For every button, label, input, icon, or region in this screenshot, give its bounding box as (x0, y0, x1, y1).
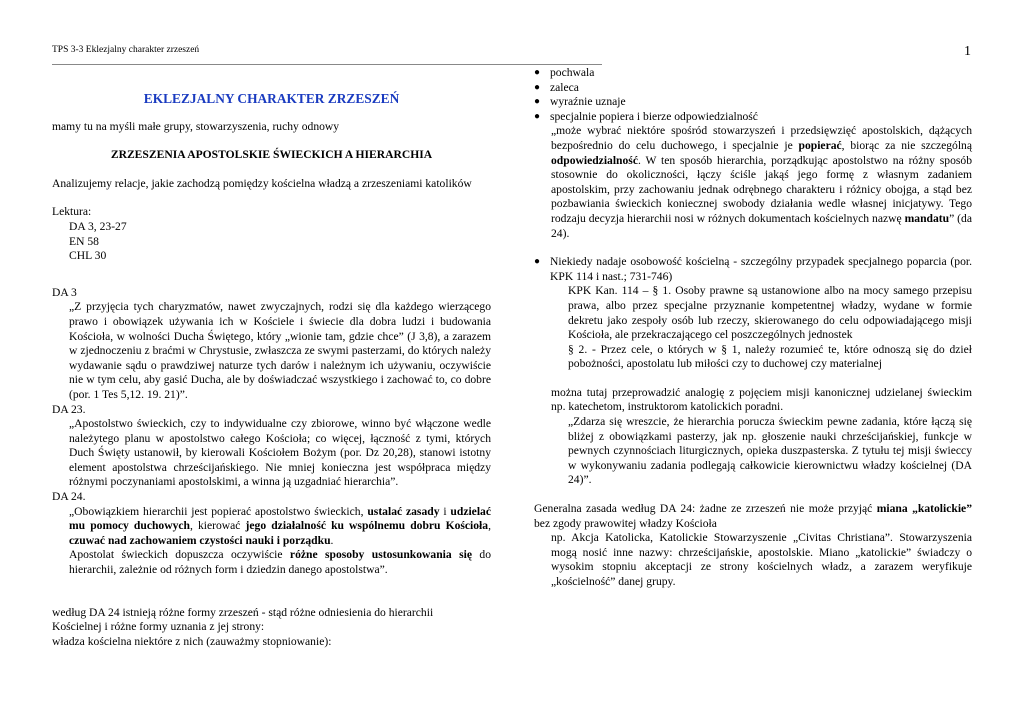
list-item: ● specjalnie popiera i bierze odpowiedzialność (534, 109, 758, 123)
list-item: ● wyraźnie uznaje (534, 95, 626, 109)
bullet-icon: ● (534, 110, 541, 122)
lektura-item: EN 58 (69, 234, 99, 248)
running-header: TPS 3-3 Eklezjalny charakter zrzeszeń (52, 45, 200, 55)
lektura-item: DA 3, 23-27 (69, 219, 127, 233)
mission-quote: „Zdarza się wreszcie, że hierarchia porucza świeckim pewne zadania, które łączą się bliżej z obowiązkami pasterzy, jak np. głoszenie nauki chrześcijańskiej, funkcje w pewnych czynnościach liturgicznych, opieka duszpasterska. Z tytułu tej misji świeccy w wykonywaniu zadania podlegają całkowicie kierownictwu władzy kościelnej (DA 24)”. (568, 415, 972, 487)
closing-line: według DA 24 istnieją różne formy zrzeszeń - stąd różne odniesienia do hierarchii (52, 605, 434, 619)
kpk-canon-114-2: § 2. - Przez cele, o których w § 1, należy rozumieć te, które odnoszą się do dzieł pobożności, apostolatu lub miłości czy to duchowej czy materialnej (568, 342, 972, 371)
da23-label: DA 23. (52, 402, 86, 416)
analogy-text: można tutaj przeprowadzić analogię z pojęciem misji kanonicznej udzielanej świeckim np. katechetom, instruktorom katolickich poradni. (551, 385, 972, 414)
section-subtitle: ZRZESZENIA APOSTOLSKIE ŚWIECKICH A HIERARCHIA (110, 148, 433, 162)
da24-label: DA 24. (52, 490, 86, 504)
mandate-quote: „może wybrać niektóre spośród stowarzyszeń i przedsięwzięć apostolskich, dążących bezpośrednio do celu duchowego, i specjalnie je popierać, biorąc za nie szczególną odpowiedzialność. W ten sposób hierarchia, porządkując apostolstwo na różny sposób stosownie do okoliczności, łączy ściśle jakąś jego formę z własnym zadaniem apostolskim, przy zachowaniu jednak odrębnego charakteru i różnicy obojga, a stąd bez pozbawiania świeckich koniecznej swobody działania wedle własnej inicjatywy. Tego rodzaju decyzja hierarchii nosi w różnych dokumentach kościelnych nazwę mandatu” (da 24). (551, 124, 972, 240)
lektura-label: Lektura: (52, 205, 92, 219)
example-text: np. Akcja Katolicka, Katolickie Stowarzyszenie „Civitas Christiana”. Stowarzyszenia mogą nosić inne nazwy: chrześcijańskie, apostolskie. Miano „katolickie” świadczy o wysokim stopniu akceptacji ze strony kościelnych władz, a zarazem weryfikuje „kościelność” danej grupy. (551, 531, 972, 588)
closing-line: Kościelnej i różne formy uznania z jej strony: (52, 620, 265, 634)
list-item: ● zaleca (534, 80, 579, 94)
right-column (534, 66, 972, 590)
intro-text: mamy tu na myśli małe grupy, stowarzyszenia, ruchy odnowy (52, 119, 340, 133)
left-column (52, 92, 491, 649)
document-title: EKLEZJALNY CHARAKTER ZRZESZEŃ (143, 91, 400, 106)
general-rule: Generalna zasada według DA 24: żadne ze zrzeszeń nie może przyjąć miana „katolickie” bez zgody prawowitej władzy Kościoła (534, 502, 972, 530)
bullet-icon: ● (534, 256, 541, 268)
list-item: ● pochwala (534, 66, 595, 79)
lektura-item: CHL 30 (69, 249, 107, 263)
analysis-text: Analizujemy relacje, jakie zachodzą pomiędzy kościelna władzą a zrzeszeniami katolików (52, 176, 472, 190)
da3-quote: „Z przyjęcia tych charyzmatów, nawet zwyczajnych, rodzi się dla każdego wierzącego prawo i obowiązek używania ich w Kościele i świecie dla dobra ludzi i budowania Kościoła, w wolności Ducha Świętego, który „wionie tam, gdzie chce” (J 3,8), a zarazem w zjednoczeniu z braćmi w Chrystusie, zwłaszcza ze swymi pasterzami, do których należy wydawanie sądu o prawdziwej naturze tych darów i należnym ich używaniu, oczywiście nie w tym celu, aby gasić Ducha, ale by doświadczać wszystkiego i zachować to, co dobre (por. 1 Tes 5,12. 19. 21)”. (69, 300, 491, 401)
list-item: ● Niekiedy nadaje osobowość kościelną - szczególny przypadek specjalnego poparcia (por. KPK 114 i nast.; 731-746) (534, 255, 972, 283)
closing-line: władza kościelna niektóre z nich (zauważmy stopniowanie): (52, 634, 332, 648)
da3-label: DA 3 (52, 285, 77, 299)
da23-quote: „Apostolstwo świeckich, czy to indywidualne czy zbiorowe, winno być włączone wedle należytego planu w apostolstwo całego Kościoła; co więcej, łączność z tymi, których Duch Święty ustanowił, by kierowali Kościołem Bożym (por. Dz 20,28), stanowi istotny element apostolstwa chrześcijańskiego. Nie mniej konieczna jest współpraca między różnymi poczynaniami apostolskimi, a winna ją uzgadniać hierarchia”. (69, 417, 491, 489)
da24-quote-part1: „Obowiązkiem hierarchii jest popierać apostolstwo świeckich, ustalać zasady i udzielać mu pomocy duchowych, kierować jego działalność ku wspólnemu dobru Kościoła, czuwać nad zachowaniem czystości nauki i porządku. (69, 504, 491, 547)
bullet-icon: ● (534, 67, 541, 78)
kpk-canon-114-1: KPK Kan. 114 – § 1. Osoby prawne są ustanowione albo na mocy samego przepisu prawa, albo przez specjalne przyznanie kompetentnej władzy, wydane w formie dekretu jako zespoły osób lub rzeczy, skierowanego do celu odpowiadającego misji Kościoła, ale przekraczającego cel poszczególnych jednostek (568, 284, 972, 342)
bullet-icon: ● (534, 96, 541, 108)
da24-quote-part2: Apostolat świeckich dopuszcza oczywiście różne sposoby ustosunkowania się do hierarchii, zależnie od różnych form i dziedzin danego apostolstwa”. (69, 548, 491, 577)
page-number: 1 (964, 44, 971, 59)
bullet-icon: ● (534, 81, 541, 93)
header-rule (52, 64, 602, 65)
